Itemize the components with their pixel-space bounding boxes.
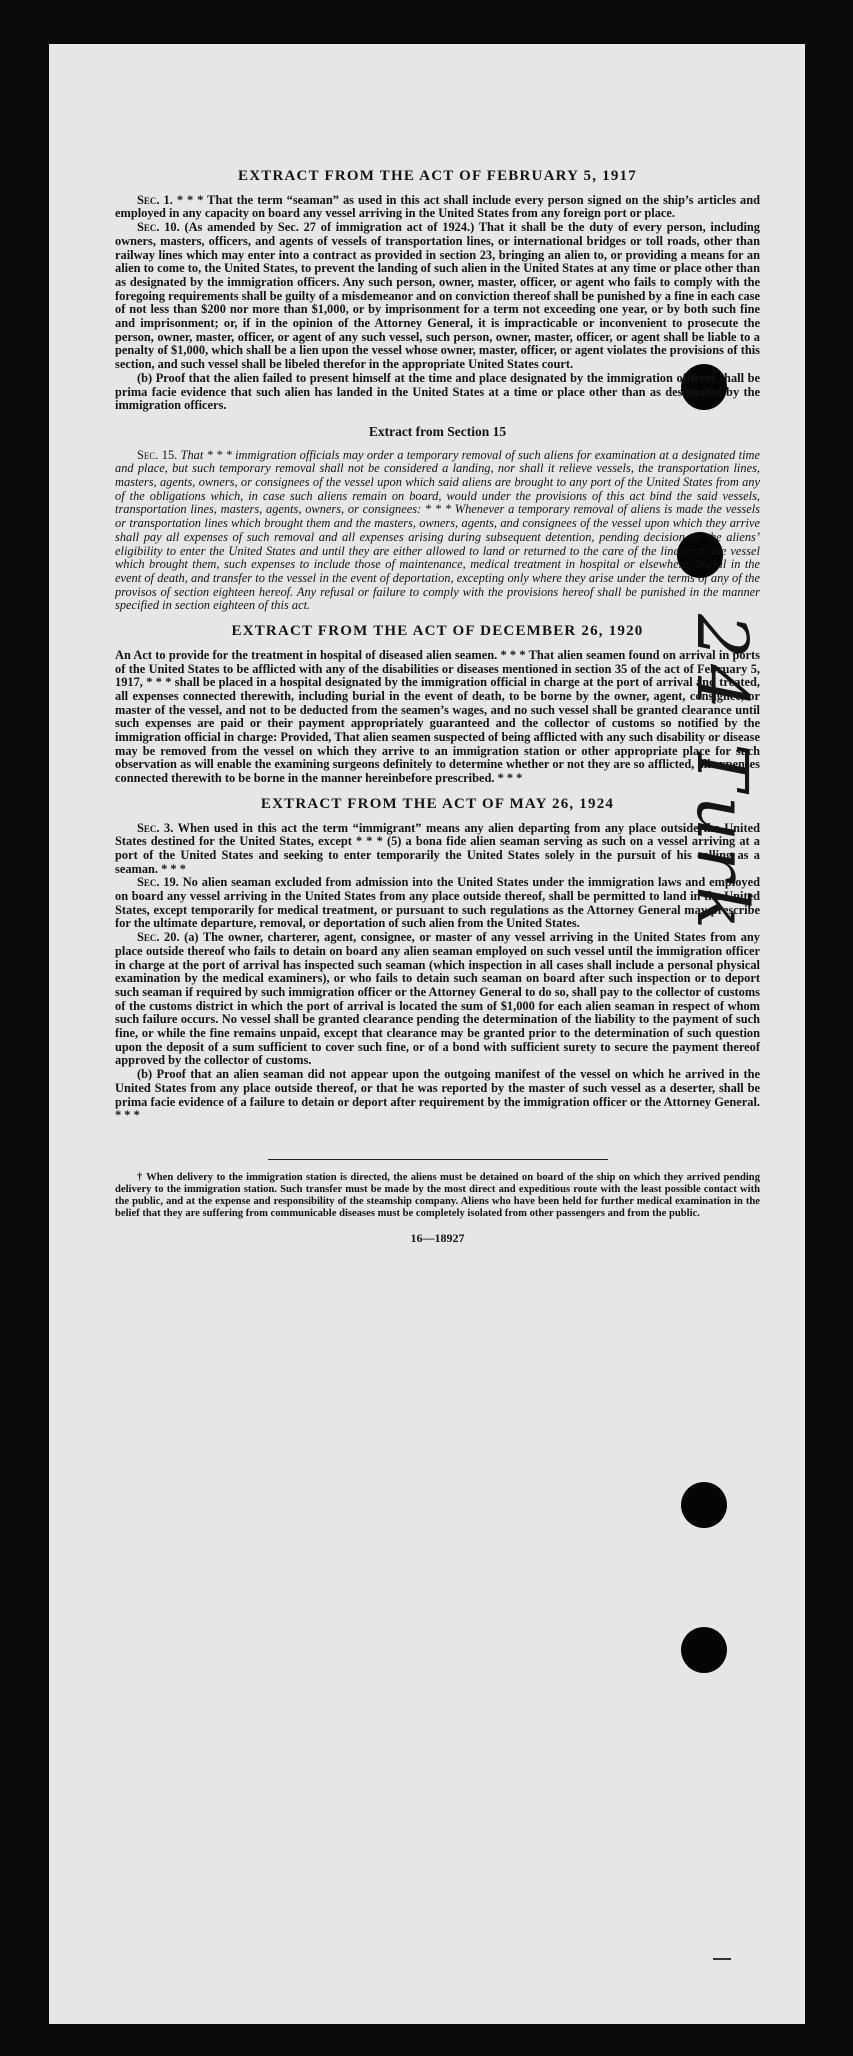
paragraph-sec-3: [115, 822, 760, 877]
section-label: Sec. 19.: [137, 875, 179, 890]
section-label: Sec. 1.: [137, 192, 173, 207]
section-text: (a) The owner, charterer, agent, consignee, or master of any vessel arriving in the United States from any place outside thereof who fails to detain on board any alien seaman employed on such vessel until the immigration officer in charge at the port of arrival has inspected such seaman (which inspection in all cases shall include a personal physical examination by the medical examiners), or who fails to detain such seaman on board after such inspection or to deport such seaman if required by such immigration officer or the Attorney General to do so, shall pay to the collector of customs of the customs district in which the port of arrival is located the sum of $1,000 for each alien seaman in respect of whom such failure occurs. No vessel shall be granted clearance pending the determination of the liability to the payment of such fine, or while the fine remains unpaid, except that clearance may be granted prior to the determination of such question upon the deposit of a sum sufficient to cover such fine, or of a bond with sufficient surety to secure the payment thereof approved by the collector of customs.: [115, 930, 760, 1068]
section-label: Sec. 10.: [137, 220, 180, 235]
paragraph-act-1920: An Act to provide for the treatment in hospital of diseased alien seamen. * * * That alien seamen found on arrival in ports of the United States to be afflicted with any of the disabilities or diseases mentioned in section 35 of the act of February 5, 1917, * * * shall be placed in a hospital designated by the immigration official in charge at the port of arrival and treated, all expenses connected therewith, including burial in the event of death, to be borne by the owner, agent, consignee, or master of the vessel, and not to be deducted from the seamen’s wages, and no such vessel shall be granted clearance until such expenses are paid or their payment appropriately guaranteed and the collector of customs so notified by the immigration official in charge: Provided, That alien seamen suspected of being afflicted with any such disability or disease may be removed from the vessel on which they arrive to an immigration station or other appropriate place for such observation as will enable the examining surgeons definitely to determine whether or not they are so afflicted, all expenses connected therewith to be borne in the manner hereinbefore prescribed. * * *: [115, 647, 760, 786]
section-text: (As amended by Sec. 27 of immigration act of 1924.) That it shall be the duty of every person, including owners, masters, officers, and agents of vessels of transportation lines, or international bridges or toll roads, other than railway lines which may enter into a contract as provided in section 23, bringing an alien to, or providing a means for an alien to come to, the United States, to prevent the landing of such alien in the United States at any time or place other than as designated by the immigration officers. Any such person, owner, master, officer, or agent who fails to comply with the foregoing requirements shall be guilty of a misdemeanor and on conviction thereof shall be punished by a fine in each case of not less than $200 nor more than $1,000, or by imprisonment for a term not exceeding one year, or by both such fine and imprisonment; or, if in the opinion of the Attorney General, it is impracticable or inconvenient to prosecute the person, owner, master, officer, or agent of any such vessel, such person, owner, master, officer, or agent shall be liable to a penalty of $1,000, which shall be a lien upon the vessel whose owner, master, officer, or agent violates the provisions of this section, and such vessel shall be libeled therefor in the appropriate United States court.: [115, 220, 760, 372]
punch-hole: [681, 1627, 727, 1673]
document-page: [49, 44, 805, 2024]
paragraph-sec-19: [115, 876, 760, 931]
heading-act-1920: EXTRACT FROM THE ACT OF DECEMBER 26, 1920: [231, 623, 644, 640]
paragraph-sec-10: [115, 221, 760, 372]
heading-act-1924: EXTRACT FROM THE ACT OF MAY 26, 1924: [260, 795, 615, 812]
form-number: 16—18927: [410, 1231, 465, 1245]
paragraph-sec-10-b: (b) Proof that the alien failed to present himself at the time and place designated by the immigration officers shall be prima facie evidence that such alien has landed in the United States at a time or place other than as designated by the immigration officers.: [115, 370, 760, 413]
document-body: [115, 170, 760, 1246]
section-label: Sec. 15.: [137, 447, 178, 462]
handwritten-annotation: 24 Turk: [681, 614, 763, 935]
paragraph-sec-20: [115, 931, 760, 1068]
paragraph-sec-1: [115, 194, 760, 221]
section-label: Sec. 20.: [137, 930, 180, 945]
footnote-divider: [268, 1159, 608, 1160]
paragraph-sec-20-b: (b) Proof that an alien seaman did not appear upon the outgoing manifest of the vessel on which he arrived in the United States from any place outside thereof, or that he was reported by the master of such vessel as a deserter, shall be prima facie evidence of a failure to detain or deport after requirement by the immigration officer or the Attorney General. * * *: [115, 1067, 760, 1123]
heading-act-1917: EXTRACT FROM THE ACT OF FEBRUARY 5, 1917: [238, 168, 637, 184]
paragraph-sec-15: [115, 449, 760, 613]
punch-hole: [681, 1482, 727, 1528]
section-text: * * * That the term “seaman” as used in this act shall include every person signed on the ship’s articles and employed in any capacity on board any vessel arriving in the United States from any foreign port or place.: [115, 192, 760, 221]
heading-section-15: Extract from Section 15: [368, 423, 507, 439]
footnote: † When delivery to the immigration station is directed, the aliens must be detained on board of the ship on which they arrived pending delivery to the immigration station. Such transfer must be made by the most direct and expeditious route with the least possible contact with the public, and at the expense and responsibility of the steamship company. Aliens who have been held for further medical examination in the belief that they are suffering from communicable diseases must be completely isolated from other passengers and from the public.: [115, 1172, 760, 1219]
handwritten-mark: [713, 1958, 731, 1960]
section-label: Sec. 3.: [137, 820, 174, 835]
section-text: No alien seaman excluded from admission into the United States under the immigration laws and employed on board any vessel arriving in the United States from any place outside thereof, shall be permitted to land in the United States, except temporarily for medical treatment, or pursuant to such regulations as the Attorney General may prescribe for the ultimate departure, removal, or deportation of such alien from the United States.: [115, 875, 761, 931]
section-text: When used in this act the term “immigrant” means any alien departing from any place outside the United States destined for the United States, except * * * (5) a bona fide alien seaman serving as such on a vessel arriving at a port of the United States and seeking to enter temporarily the United States solely in the pursuit of his calling as a seaman. * * *: [115, 820, 761, 876]
section-text: That * * * immigration officials may order a temporary removal of such aliens for examination at a designated time and place, but such temporary removal shall not be considered a landing, nor shall it relieve vessels, the transportation lines, masters, agents, owners, or consignees of the vessel upon which said aliens are brought to any port of the United States from any of the obligations which, in case such aliens remain on board, would under the provisions of this act bind the said vessels, transportation lines, masters, agents, owners, or consignees: * * * Whenever a temporary removal of aliens is made the vessels or transportation lines which brought them and the masters, owners, agents, and consignees of the vessel upon which they arrive shall pay all expenses of such removal and all expenses arising during subsequent detention, pending decision on the aliens’ eligibility to enter the United States and until they are either allowed to land or returned to the care of the line or to the vessel which brought them, such expenses to include those of maintenance, medical treatment in hospital or elsewhere, burial in the event of death, and transfer to the vessel in the event of deportation, excepting only where they arise under the terms of any of the provisos of section eighteen hereof. Any refusal or failure to comply with the provisions hereof shall be punished in the manner specified in section eighteen of this act.: [115, 447, 760, 613]
